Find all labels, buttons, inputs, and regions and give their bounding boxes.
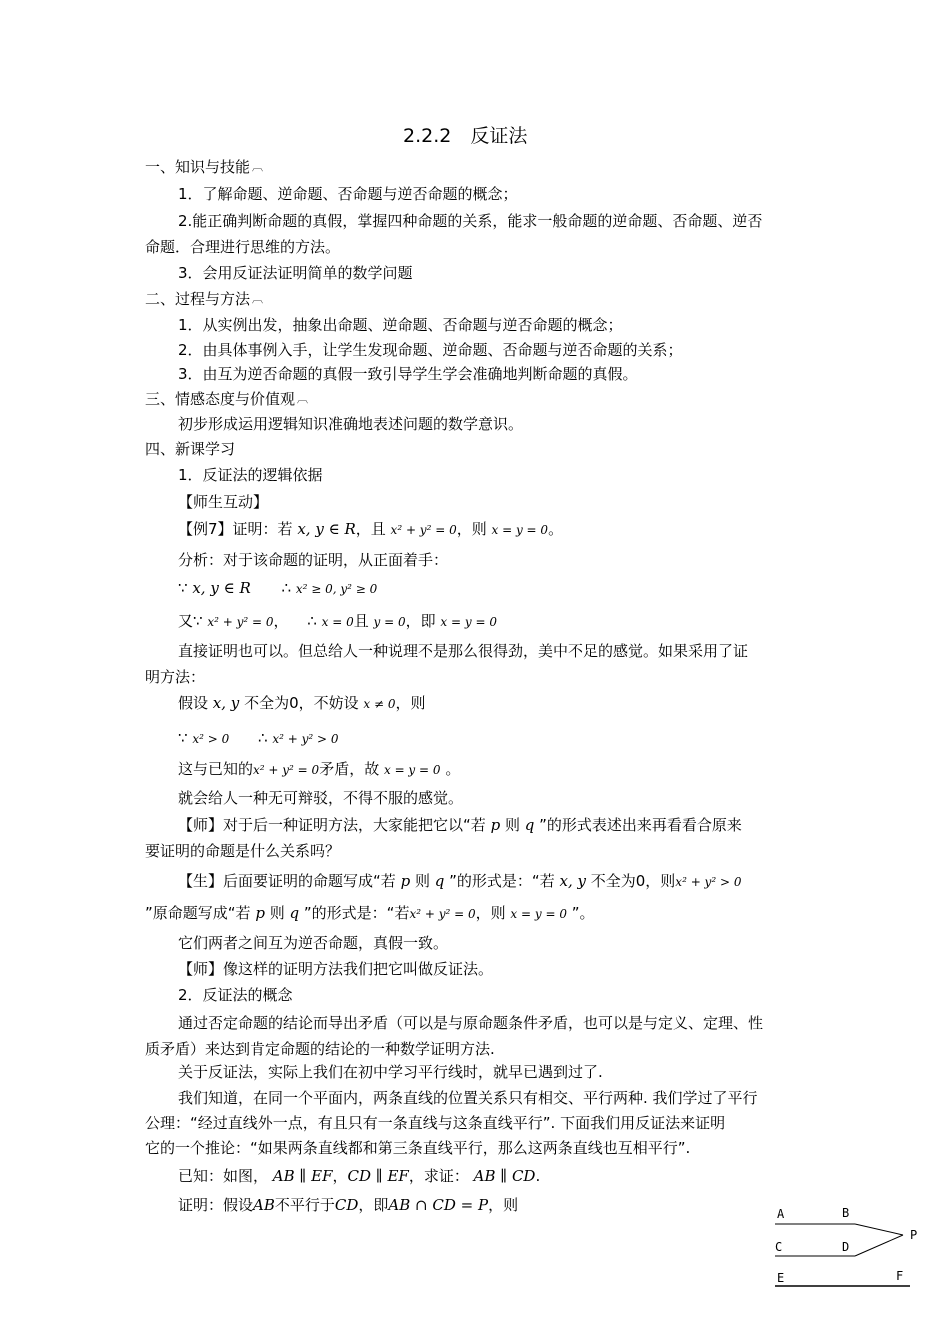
label-b: B — [842, 1206, 850, 1220]
teacher-tag: 【师】 — [178, 960, 224, 978]
text: 假设 — [178, 694, 209, 712]
label-d: D — [842, 1240, 850, 1254]
formula: AB ∩ CD = P — [388, 1196, 489, 1214]
heading-marker: ︹ — [252, 160, 264, 173]
formula: x = y = 0 — [383, 763, 441, 777]
formula: x² + y² = 0 — [253, 763, 320, 777]
text: ，则 — [395, 694, 426, 712]
because-symbol: ∵ — [178, 579, 188, 597]
therefore-symbol: ∴ — [307, 612, 317, 630]
proof-step — [178, 728, 339, 749]
paragraph-line: 质矛盾）来达到肯定命题的结论的一种数学证明方法. — [145, 1040, 495, 1058]
heading-marker: ︹ — [297, 392, 309, 405]
formula: q — [524, 816, 535, 834]
text: ，且 — [355, 520, 386, 538]
teacher-question — [178, 815, 742, 835]
paragraph-line: 关于反证法，实际上我们在初中学习平行线时，就早已遇到过了. — [178, 1063, 603, 1081]
label-p: P — [910, 1228, 918, 1242]
formula: x² > 0 — [192, 732, 230, 746]
text: ， — [332, 1167, 348, 1185]
text: ，求证： — [408, 1167, 469, 1185]
list-item: 1．从实例出发，抽象出命题、逆命题、否命题与逆否命题的概念； — [178, 316, 623, 334]
formula: x, y ∈ R — [297, 520, 356, 538]
section-heading-text: 二、过程与方法 — [145, 290, 251, 308]
student-tag: 【生】 — [178, 872, 224, 890]
list-item: 2.能正确判断命题的真假，掌握四种命题的关系，能求一般命题的逆命题、否命题、逆否 — [178, 212, 763, 230]
text: 不全为0，则 — [590, 872, 676, 890]
paragraph-line: 要证明的命题是什么关系吗？ — [145, 842, 341, 860]
paragraph-line: 公理：“经过直线外一点，有且只有一条直线与这条直线平行”. 下面我们用反证法来证明 — [145, 1114, 726, 1132]
formula: p — [490, 816, 501, 834]
text: ，即 — [358, 1196, 389, 1214]
text: 则 — [269, 904, 285, 922]
paragraph-line: 它们两者之间互为逆否命题，真假一致。 — [178, 934, 449, 952]
assumption — [178, 693, 426, 714]
formula: x² + y² = 0 — [207, 615, 274, 629]
therefore-symbol: ∴ — [258, 729, 268, 747]
list-item: 初步形成运用逻辑知识准确地表述问题的数学意识。 — [178, 415, 524, 433]
list-item: 3．会用反证法证明简单的数学问题 — [178, 264, 413, 282]
formula: x = y = 0 — [440, 615, 497, 629]
text: ”的形式是：“若 — [449, 872, 555, 890]
text: ，则 — [475, 904, 506, 922]
formula: AB — [253, 1196, 275, 1214]
list-item: 2．由具体事例入手，让学生发现命题、逆命题、否命题与逆否命题的关系； — [178, 341, 683, 359]
student-answer — [178, 871, 741, 892]
text: ，则 — [488, 1196, 519, 1214]
formula: p — [255, 904, 265, 922]
paragraph-line: 就会给人一种无可辩驳，不得不服的感觉。 — [178, 789, 464, 807]
formula: x, y ∈ R — [192, 579, 251, 597]
section-heading-knowledge — [145, 157, 263, 177]
label-e: E — [777, 1271, 785, 1285]
contradiction — [178, 759, 460, 780]
text: 且 — [353, 612, 369, 630]
parallel-lines-figure — [770, 1200, 930, 1295]
subsection-heading: 2．反证法的概念 — [178, 986, 293, 1004]
example-7 — [178, 519, 563, 540]
proof-step — [178, 578, 377, 599]
paragraph-line: 它的一个推论：“如果两条直线都和第三条直线平行，那么这两条直线也互相平行”. — [145, 1139, 691, 1157]
section-heading-text: 三、情感态度与价值观 — [145, 390, 296, 408]
formula: x = 0 — [321, 615, 354, 629]
because-symbol: ∵ — [178, 729, 188, 747]
label-f: F — [896, 1269, 904, 1283]
section-heading-attitude — [145, 389, 308, 409]
text: 。 — [548, 520, 564, 538]
formula: q — [434, 872, 445, 890]
label-c: C — [775, 1240, 783, 1254]
text: ”。 — [571, 904, 595, 922]
text: ”原命题写成“若 — [145, 904, 251, 922]
text: 这与已知的 — [178, 760, 254, 778]
text: ”的形式表述出来再看看合原来 — [539, 816, 742, 834]
paragraph-line: 直接证明也可以。但总给人一种说理不是那么很得劲，美中不足的感觉。如果采用了证 — [178, 642, 749, 660]
text: ，即 — [405, 612, 436, 630]
paragraph-line: 我们知道，在同一个平面内，两条直线的位置关系只有相交、平行两种. 我们学过了平行 — [178, 1089, 758, 1107]
formula: x = y = 0 — [491, 523, 549, 537]
text: 则 — [504, 816, 520, 834]
formula: x² + y² > 0 — [675, 875, 742, 889]
formula: CD — [334, 1196, 359, 1214]
formula: x, y — [559, 872, 586, 890]
paragraph-line: 通过否定命题的结论而导出矛盾（可以是与原命题条件矛盾，也可以是与定义、定理、性 — [178, 1014, 764, 1032]
text: 则 — [414, 872, 430, 890]
text: . — [535, 1167, 541, 1185]
formula: CD ∥ EF — [347, 1167, 409, 1185]
subsection-heading: 1．反证法的逻辑依据 — [178, 466, 323, 484]
interaction-tag: 【师生互动】 — [178, 493, 269, 511]
text: ”的形式是：“若 — [303, 904, 410, 922]
formula: x² + y² > 0 — [272, 732, 339, 746]
page-title: 2.2.2 反证法 — [403, 125, 528, 147]
label-a: A — [777, 1207, 785, 1221]
text: ， — [273, 612, 289, 630]
formula: x = y = 0 — [510, 907, 567, 921]
teacher-tag: 【师】 — [178, 816, 224, 834]
analysis: 分析：对于该命题的证明，从正面着手： — [178, 551, 449, 569]
formula: x, y — [212, 694, 240, 712]
proof-statement — [178, 1195, 518, 1215]
text: 矛盾，故 — [319, 760, 380, 778]
text: 不平行于 — [274, 1196, 335, 1214]
text: ，则 — [456, 520, 487, 538]
formula: x ≠ 0 — [363, 697, 396, 711]
text: 后面要证明的命题写成“若 — [223, 872, 396, 890]
formula: AB ∥ CD — [473, 1167, 536, 1185]
formula: x² + y² = 0 — [409, 907, 476, 921]
formula: p — [400, 872, 411, 890]
list-item-continuation: 命题．合理进行思维的方法。 — [145, 238, 341, 256]
formula: x² + y² = 0 — [390, 523, 457, 537]
example-tag: 【例7】 — [178, 520, 233, 538]
text: 。 — [445, 760, 461, 778]
section-heading-text: 一、知识与技能 — [145, 158, 251, 176]
section-heading-process — [145, 289, 263, 309]
line-dp — [855, 1235, 903, 1256]
text: 证明：假设 — [178, 1196, 254, 1214]
text: 又∵ — [178, 612, 203, 630]
section-heading-new-lesson: 四、新课学习 — [145, 440, 236, 458]
text: 不全为0，不妨设 — [244, 694, 359, 712]
line-bp — [855, 1224, 903, 1235]
proof-step — [178, 611, 497, 632]
therefore-symbol: ∴ — [281, 579, 292, 597]
text: 已知：如图， — [178, 1167, 269, 1185]
formula: y = 0 — [373, 615, 406, 629]
formula: AB ∥ EF — [272, 1167, 333, 1185]
list-item: 3．由互为逆否命题的真假一致引导学生学会准确地判断命题的真假。 — [178, 365, 638, 383]
paragraph-line: 明方法： — [145, 668, 206, 686]
text: 对于后一种证明方法，大家能把它以“若 — [223, 816, 486, 834]
given-statement — [178, 1166, 540, 1186]
text: 证明：若 — [232, 520, 293, 538]
heading-marker: ︹ — [252, 292, 264, 305]
student-answer-continued — [145, 903, 595, 924]
teacher-statement — [178, 959, 493, 979]
formula: q — [289, 904, 300, 922]
formula: x² ≥ 0, y² ≥ 0 — [295, 582, 378, 596]
list-item: 1．了解命题、逆命题、否命题与逆否命题的概念； — [178, 185, 518, 203]
text: 像这样的证明方法我们把它叫做反证法。 — [223, 960, 494, 978]
